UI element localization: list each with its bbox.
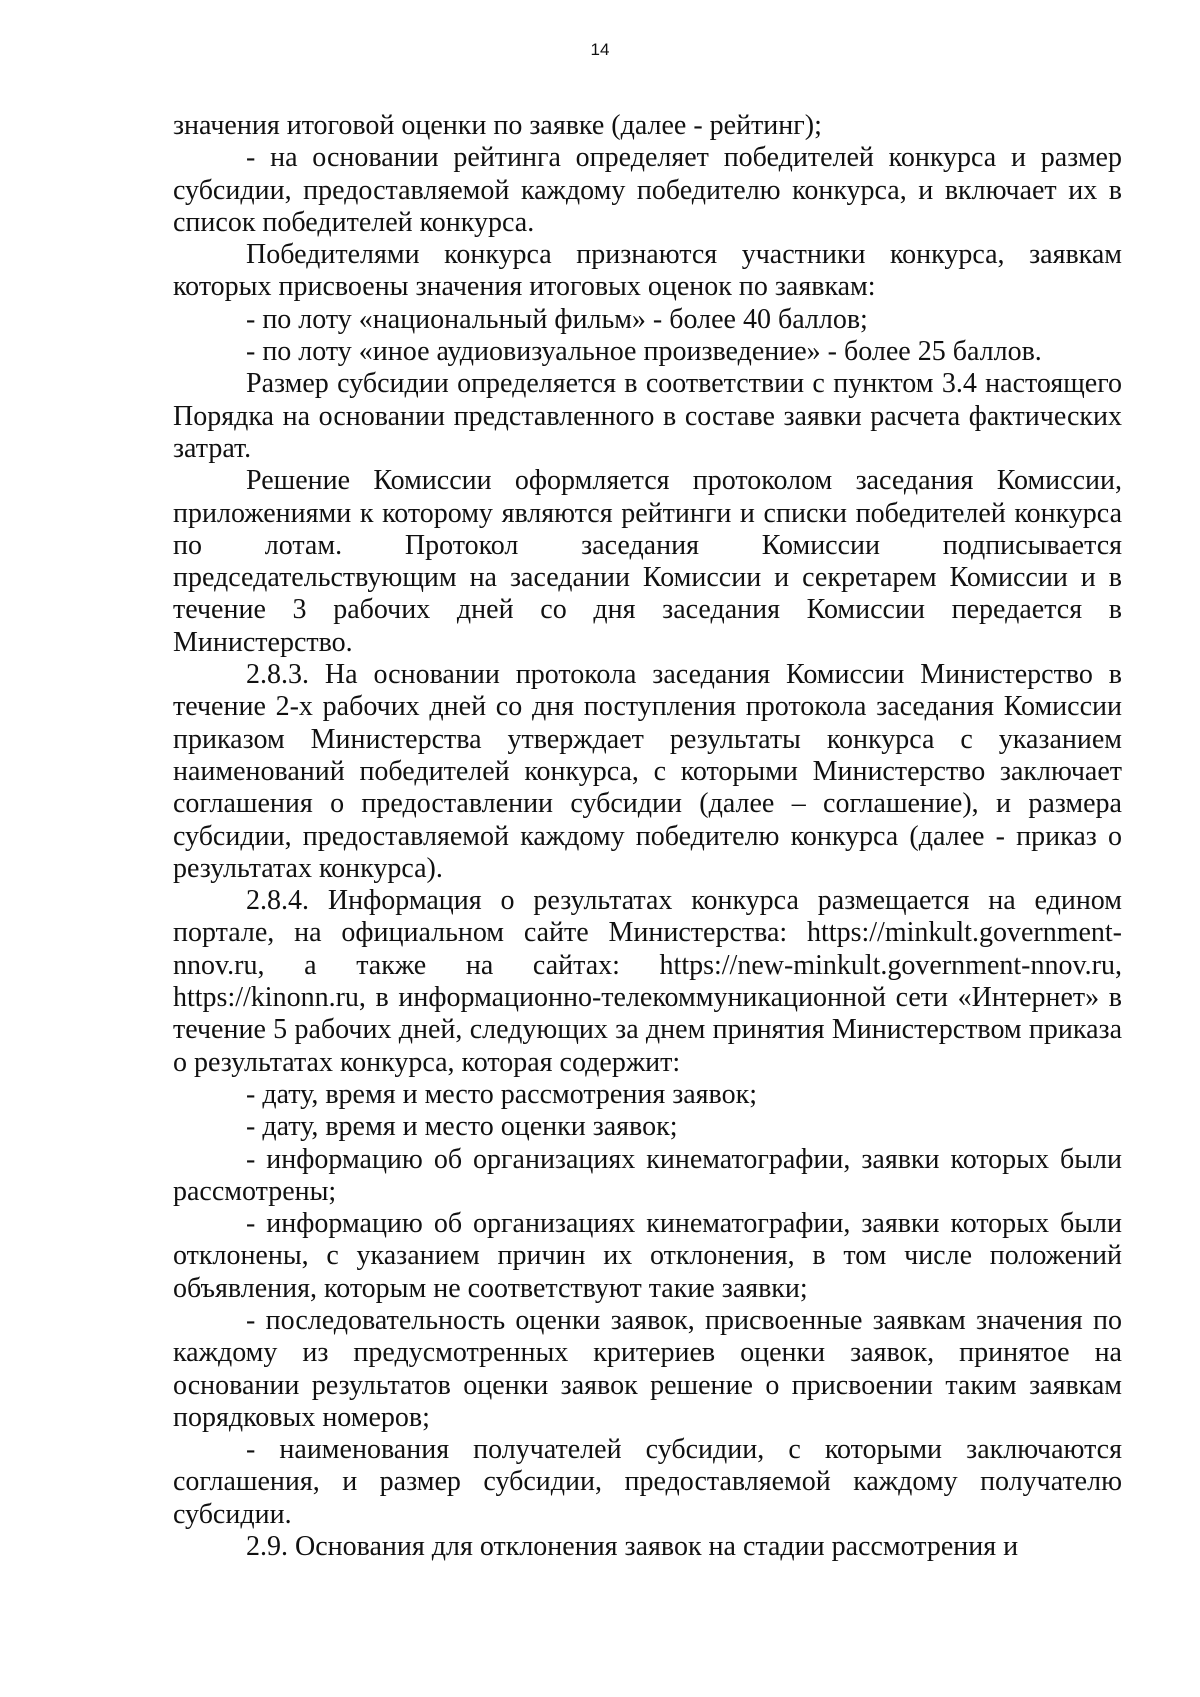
paragraph: - на основании рейтинга определяет победителей конкурса и размер субсидии, предоставляемой каждому победителю конкурса, и включает их в список победителей конкурса. bbox=[173, 142, 1122, 238]
page-number: 14 bbox=[590, 40, 610, 59]
list-item: - наименования получателей субсидии, с которыми заключаются соглашения, и размер субсидии, предоставляемой каждому получателю субсидии. bbox=[173, 1434, 1122, 1530]
list-item: - дату, время и место рассмотрения заявок; bbox=[246, 1078, 757, 1110]
list-item: - информацию об организациях кинематографии, заявки которых были отклонены, с указанием причин их отклонения, в том числе положений объявления, которым не соответствуют такие заявки; bbox=[173, 1208, 1122, 1304]
list-item: - информацию об организациях кинематографии, заявки которых были рассмотрены; bbox=[173, 1143, 1122, 1207]
document-body bbox=[173, 110, 1122, 1563]
list-item: - последовательность оценки заявок, присвоенные заявкам значения по каждому из предусмотренных критериев оценки заявок, принятое на основании результатов оценки заявок решение о присвоении таким заявкам порядковых номеров; bbox=[173, 1304, 1122, 1433]
paragraph: 2.9. Основания для отклонения заявок на стадии рассмотрения и bbox=[246, 1531, 1019, 1563]
list-item: - дату, время и место оценки заявок; bbox=[246, 1111, 678, 1143]
paragraph: Решение Комиссии оформляется протоколом заседания Комиссии, приложениями к которому являются рейтинги и списки победителей конкурса по лотам. Протокол заседания Комиссии подписывается председательствующим на заседании Комиссии и секретарем Комиссии и в течение 3 рабочих дней со дня заседания Комиссии передается в Министерство. bbox=[173, 465, 1122, 658]
paragraph: Победителями конкурса признаются участники конкурса, заявкам которых присвоены значения итоговых оценок по заявкам: bbox=[173, 239, 1122, 303]
paragraph: 2.8.3. На основании протокола заседания Комиссии Министерство в течение 2-х рабочих дней со дня поступления протокола заседания Комиссии приказом Министерства утверждает результаты конкурса с указанием наименований победителей конкурса, с которыми Министерство заключает соглашения о предоставлении субсидии (далее – соглашение), и размера субсидии, предоставляемой каждому победителю конкурса (далее - приказ о результатах конкурса). bbox=[173, 659, 1122, 884]
paragraph: 2.8.4. Информация о результатах конкурса размещается на едином портале, на официальном сайте Министерства: https://minkult.government-nnov.ru, а также на сайтах: https://new-minkult.government-nnov.ru, https://kinonn.ru, в информационно-телекоммуникационной сети «Интернет» в течение 5 рабочих дней, следующих за днем принятия Министерством приказа о результатах конкурса, которая содержит: bbox=[173, 885, 1122, 1078]
paragraph: Размер субсидии определяется в соответствии с пунктом 3.4 настоящего Порядка на основании представленного в составе заявки расчета фактических затрат. bbox=[173, 368, 1122, 464]
list-item: - по лоту «национальный фильм» - более 40 баллов; bbox=[246, 303, 868, 335]
list-item: - по лоту «иное аудиовизуальное произведение» - более 25 баллов. bbox=[246, 336, 1042, 368]
paragraph: значения итоговой оценки по заявке (далее - рейтинг); bbox=[173, 110, 822, 141]
